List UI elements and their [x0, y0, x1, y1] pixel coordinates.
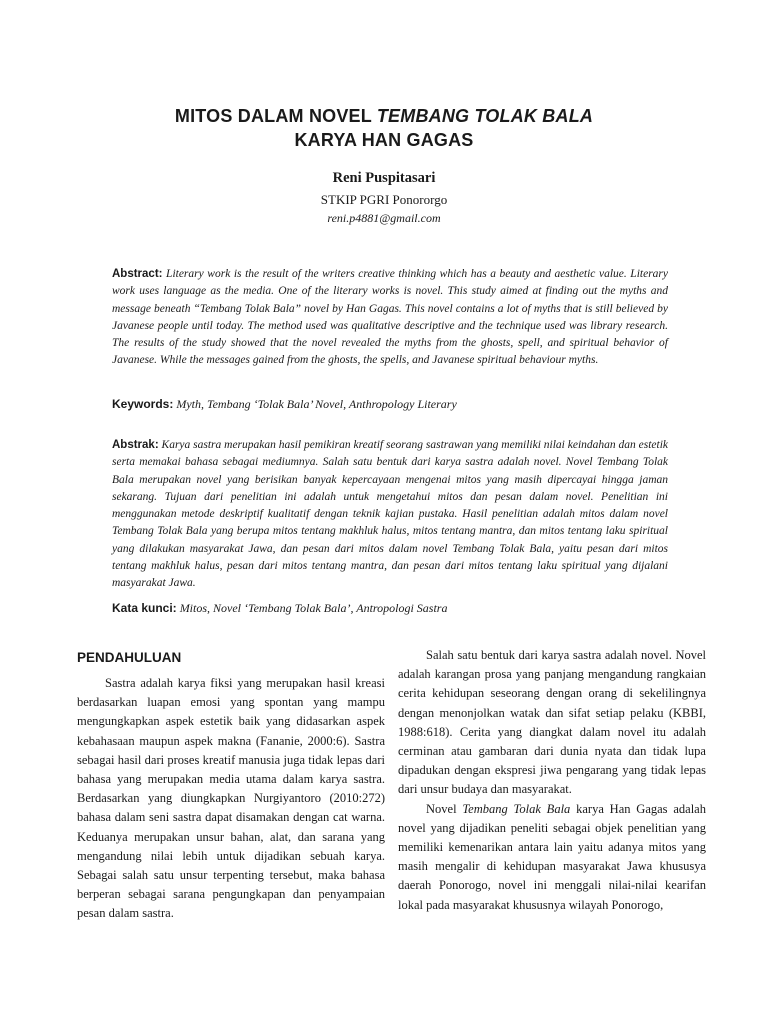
author-email: reni.p4881@gmail.com — [327, 211, 441, 225]
abstrak-text: Karya sastra merupakan hasil pemikiran kreatif seorang sastrawan yang memiliki nilai keindahan dan estetik serta memakai bahasa sebagai mediumnya. Salah satu bentuk dari karya sastra adalah novel. Novel Tembang Tolak Bala merupakan novel yang berisikan banyak kepercayaan mengenai mitos yang masih dipercayai hingga jaman sekarang. Tujuan dari penelitian ini adalah untuk mengetahui mitos dan pesan dalam novel. Penelitian ini menggunakan metode deskriptif kualitatif dengan teknik kajian pustaka. Hasil penelitian adalah mitos dalam novel Tembang Tolak Bala yang berupa mitos tentang makhluk halus, mitos tentang mantra, dan mitos tentang laku spiritual yang dilakukan masyarakat Jawa, dan pesan dari mitos dalam novel Tembang Tolak Bala, yaitu pesan dari mitos tentang makhluk halus, pesan dari mitos tentang mantra, dan pesan dari mitos tentang laku spiritual yang dijalani masyarakat Jawa. — [112, 439, 669, 590]
title-novel-name: TEMBANG TOLAK BALA — [376, 106, 594, 126]
p2-novel-name: Tembang Tolak Bala — [462, 801, 571, 816]
abstrak-label: Abstrak: — [112, 439, 159, 451]
keywords-label: Keywords: — [112, 397, 174, 411]
left-paragraph-1: Sastra adalah karya fiksi yang merupakan hasil kreasi berdasarkan luapan emosi yang spontan yang mampu mengungkapkan aspek estetik baik yang didasarkan aspek kebahasaan maupun aspek makna (Fananie, 2000:6). Sastra sebagai hasil dari proses kreatif manusia juga tidak lepas dari bahasa yang merupakan media utama dalam karya sastra. Berdasarkan yang diungkapkan Nurgiyantoro (2010:272) bahasa dalam seni sastra dapat disamakan dengan cat warna. Keduanya merupakan unsur bahan, alat, dan sarana yang mengandung nilai lebih untuk dijadikan sebuah karya. Sebagai salah satu unsur terpenting tersebut, maka bahasa berperan sebagai sarana pengungkapan dan penyampaian pesan dalam sastra. — [77, 676, 385, 921]
kata-kunci-text: Mitos, Novel ‘Tembang Tolak Bala’, Antropologi Sastra — [179, 601, 448, 615]
author-affiliation: STKIP PGRI Ponororgo — [320, 192, 448, 207]
author-name: Reni Puspitasari — [332, 170, 436, 186]
abstract-text: Literary work is the result of the writers creative thinking which has a beauty and aesthetic value. Literary work uses language as the media. One of the literary works is novel. This study aimed at finding out the myths and message beneath “Tembang Tolak Bala” novel by Han Gagas. This novel contains a lot of myths that is still believed by Javanese people until today. The method used was qualitative descriptive and the technique used was library research. The results of the study showed that the novel revealed the myths from the ghosts, spell, and spiritual behavior of Javanese. While the messages gained from the ghosts, the spells, and Javanese spiritual behaviour myths. — [112, 268, 669, 367]
right-paragraph-2 — [398, 800, 706, 915]
abstract-english — [112, 266, 668, 370]
left-column — [77, 674, 385, 924]
abstract-label: Abstract: — [112, 268, 163, 280]
section-heading: PENDAHULUAN — [77, 650, 182, 665]
kata-kunci-label: Kata kunci: — [112, 601, 177, 615]
keywords-text: Myth, Tembang ‘Tolak Bala’ Novel, Anthropology Literary — [176, 397, 457, 411]
abstract-indonesian — [112, 437, 668, 593]
right-paragraph-1: Salah satu bentuk dari karya sastra adalah novel. Novel adalah karangan prosa yang panjang mengandung rangkaian cerita kehidupan seseorang dengan orang di sekelilingnya dengan menonjolkan watak dan sifat setiap pelaku (KBBI, 1988:618). Cerita yang diangkat dalam novel itu adalah cerminan atau gambaran dari dunia nyata dan tidak lupa dipadukan dengan ekspresi jiwa pengarang yang tidak lepas dari unsur budaya dan masyarakat. — [398, 648, 706, 797]
title-line-2: KARYA HAN GAGAS — [294, 130, 474, 150]
keywords-english — [112, 397, 668, 412]
right-column — [398, 646, 706, 915]
p2-prefix: Novel — [426, 801, 463, 816]
title-prefix: MITOS DALAM NOVEL — [174, 106, 377, 126]
paper-title — [0, 104, 768, 152]
p2-rest: karya Han Gagas adalah novel yang dijadikan peneliti sebagai objek penelitian yang memiliki kemenarikan antara lain yaitu adanya mitos yang masih mengalir di kehidupan masyarakat Jawa khususya daerah Ponorogo, novel ini menggali nilai-nilai kearifan lokal pada masyarakat khususnya wilayah Ponorogo, — [398, 801, 706, 912]
keywords-indonesian — [112, 601, 668, 616]
title-line-1 — [0, 104, 768, 128]
